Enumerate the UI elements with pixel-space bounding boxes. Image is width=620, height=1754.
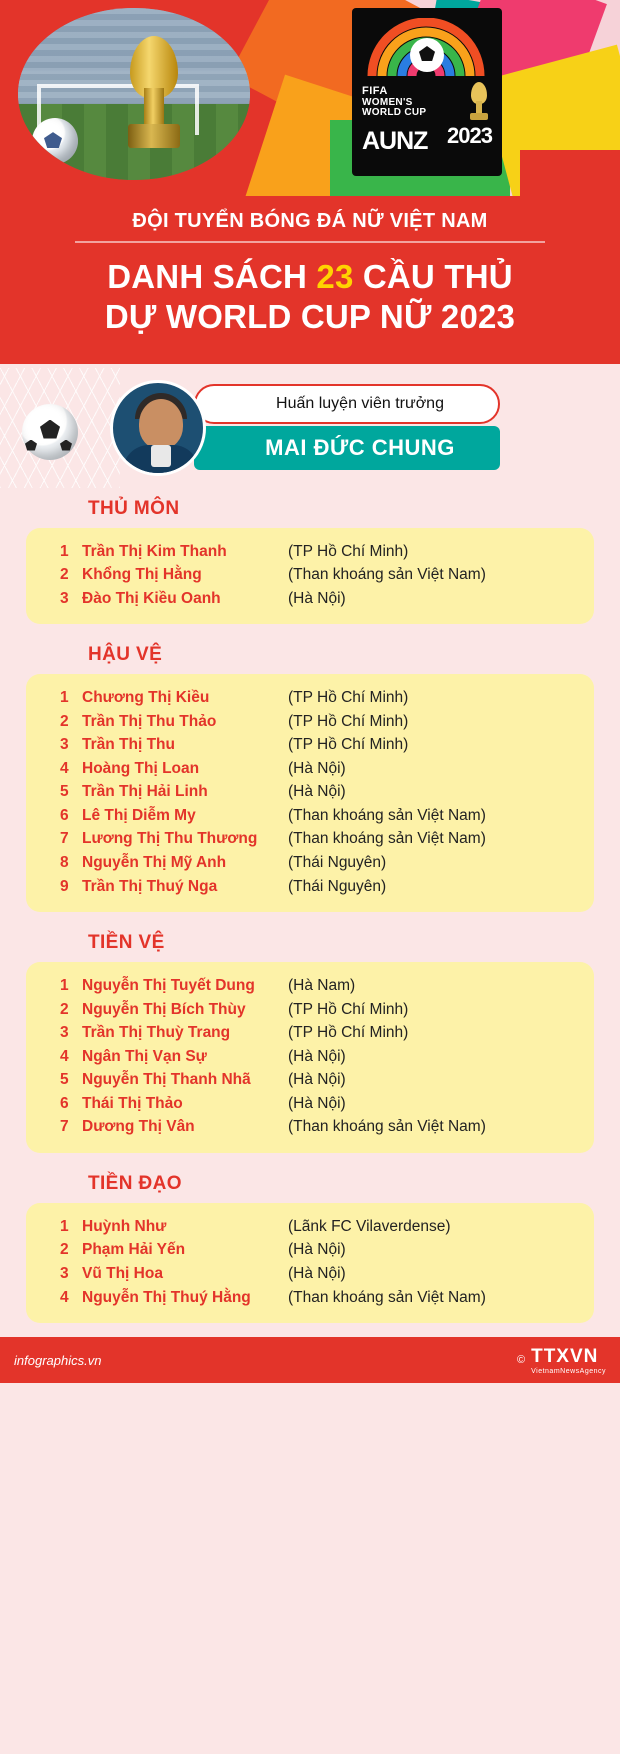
- player-club: (Hà Nội): [288, 783, 346, 801]
- fifa-host-label: AUNZ: [362, 127, 428, 155]
- hero-banner: [0, 0, 620, 196]
- player-club: (TP Hồ Chí Minh): [288, 1000, 409, 1018]
- player-number: 1: [60, 1217, 69, 1235]
- player-name: Nguyễn Thị Thuý Hằng: [82, 1288, 251, 1306]
- player-number: 2: [60, 712, 69, 730]
- player-name: Khổng Thị Hằng: [82, 566, 202, 584]
- player-number: 5: [60, 1071, 69, 1089]
- player-number: 7: [60, 1118, 69, 1136]
- hero-shape-red: [520, 150, 620, 196]
- list-item: [60, 587, 578, 611]
- player-number: 6: [60, 806, 69, 824]
- list-item: [60, 710, 578, 734]
- list-item: [60, 1262, 578, 1286]
- fifa-world-cup-logo: [352, 8, 502, 176]
- player-name: Nguyễn Thị Mỹ Anh: [82, 853, 227, 871]
- player-club: (Hà Nội): [288, 759, 346, 777]
- list-item: [60, 540, 578, 564]
- player-name: Ngân Thị Vạn Sự: [82, 1047, 207, 1065]
- player-name: Chương Thị Kiều: [82, 689, 210, 707]
- player-number: 1: [60, 689, 69, 707]
- player-name: Hoàng Thị Loan: [82, 759, 200, 777]
- player-club: (TP Hồ Chí Minh): [288, 736, 409, 754]
- player-name: Trần Thị Thu Thảo: [82, 712, 217, 730]
- fifa-year-label: 2023: [447, 123, 492, 148]
- page-subtitle: ĐỘI TUYỂN BÓNG ĐÁ NỮ VIỆT NAM: [132, 210, 488, 232]
- player-number: 4: [60, 1047, 69, 1065]
- coach-section: [0, 368, 620, 488]
- player-club: (Than khoáng sản Việt Nam): [288, 1288, 486, 1306]
- list-item: [60, 1021, 578, 1045]
- footer-bar: [0, 1337, 620, 1383]
- section-forwards: [26, 1163, 594, 1323]
- player-number: 3: [60, 1264, 69, 1282]
- player-list: [26, 674, 594, 912]
- player-club: (Hà Nam): [288, 977, 356, 995]
- soccer-ball-icon: [32, 118, 78, 164]
- player-number: 8: [60, 853, 69, 871]
- list-item: [60, 1286, 578, 1310]
- list-item: [60, 1045, 578, 1069]
- list-item: [60, 974, 578, 998]
- player-club: (Than khoáng sản Việt Nam): [288, 1118, 486, 1136]
- player-name: Dương Thị Vân: [82, 1118, 195, 1136]
- title-line2: DỰ WORLD CUP NỮ 2023: [104, 298, 516, 336]
- page-title: [0, 257, 620, 338]
- list-item: [60, 851, 578, 875]
- player-club: (Hà Nội): [288, 1264, 346, 1282]
- player-club: (Than khoáng sản Việt Nam): [288, 566, 486, 584]
- list-item: [60, 733, 578, 757]
- copyright-symbol: ©: [516, 1354, 526, 1367]
- roster-content: [0, 488, 620, 1324]
- coach-name-label: MAI ĐỨC CHUNG: [194, 426, 500, 470]
- agency-logo-label: [531, 1346, 606, 1375]
- list-item: [60, 1092, 578, 1116]
- title-line1-post: CẦU THỦ: [353, 258, 513, 295]
- list-item: [60, 757, 578, 781]
- player-list: [26, 1203, 594, 1323]
- player-club: (Than khoáng sản Việt Nam): [288, 830, 486, 848]
- list-item: [60, 1215, 578, 1239]
- player-number: 2: [60, 1241, 69, 1259]
- player-number: 2: [60, 1000, 69, 1018]
- list-item: [60, 1238, 578, 1262]
- player-number: 5: [60, 783, 69, 801]
- list-item: [60, 804, 578, 828]
- footer-agency: [517, 1346, 606, 1375]
- player-club: (Thái Nguyên): [288, 877, 387, 895]
- coach-card: [110, 380, 500, 476]
- player-club: (Hà Nội): [288, 1094, 346, 1112]
- coach-role-label: Huấn luyện viên trưởng: [194, 384, 500, 424]
- fifa-logo-line1: FIFA: [362, 85, 388, 97]
- player-name: Trần Thị Thuỳ Trang: [82, 1024, 231, 1042]
- player-club: (Than khoáng sản Việt Nam): [288, 806, 486, 824]
- section-goalkeepers: [26, 488, 594, 625]
- list-item: [60, 875, 578, 899]
- player-name: Nguyễn Thị Thanh Nhã: [82, 1071, 251, 1089]
- player-name: Trần Thị Kim Thanh: [82, 542, 227, 560]
- player-name: Trần Thị Thu: [82, 736, 175, 754]
- player-name: Trần Thị Thuý Nga: [82, 877, 218, 895]
- player-name: Vũ Thị Hoa: [82, 1264, 163, 1282]
- player-number: 3: [60, 1024, 69, 1042]
- stadium-trophy-photo: [18, 8, 250, 180]
- section-heading: TIỀN VỆ: [88, 932, 165, 954]
- list-item: [60, 563, 578, 587]
- player-name: Lê Thị Diễm My: [82, 806, 196, 824]
- list-item: [60, 686, 578, 710]
- fifa-logo-line2: WOMEN'S: [362, 96, 413, 108]
- agency-subtitle: VietnamNewsAgency: [531, 1367, 606, 1375]
- title-line1-pre: DANH SÁCH: [107, 258, 317, 295]
- player-club: (Thái Nguyên): [288, 853, 387, 871]
- fifa-trophy-icon: [468, 82, 490, 126]
- player-name: Lương Thị Thu Thương: [82, 830, 258, 848]
- list-item: [60, 998, 578, 1022]
- player-name: Phạm Hải Yến: [82, 1241, 186, 1259]
- section-midfielders: [26, 922, 594, 1153]
- footer-site-label: infographics.vn: [14, 1352, 102, 1368]
- trophy-icon: [122, 36, 186, 156]
- player-name: Trần Thị Hải Linh: [82, 783, 208, 801]
- section-defenders: [26, 634, 594, 912]
- player-list: [26, 962, 594, 1153]
- player-name: Huỳnh Như: [82, 1217, 167, 1235]
- player-number: 1: [60, 542, 69, 560]
- player-club: (Lãnk FC Vilaverdense): [288, 1217, 451, 1235]
- list-item: [60, 1115, 578, 1139]
- player-number: 1: [60, 977, 69, 995]
- player-club: (Hà Nội): [288, 1241, 346, 1259]
- player-number: 2: [60, 566, 69, 584]
- section-heading: TIỀN ĐẠO: [88, 1172, 182, 1194]
- player-club: (Hà Nội): [288, 1047, 346, 1065]
- title-player-count: 23: [316, 258, 354, 295]
- section-heading: HẬU VỆ: [88, 644, 163, 666]
- title-divider: [75, 241, 545, 243]
- fifa-ball-icon: [410, 38, 444, 72]
- list-item: [60, 1068, 578, 1092]
- coach-avatar: [110, 380, 206, 476]
- fifa-logo-line3: WORLD CUP: [362, 107, 427, 119]
- player-number: 4: [60, 1288, 69, 1306]
- player-number: 4: [60, 759, 69, 777]
- player-club: (Hà Nội): [288, 1071, 346, 1089]
- player-club: (TP Hồ Chí Minh): [288, 712, 409, 730]
- player-club: (Hà Nội): [288, 589, 346, 607]
- player-number: 7: [60, 830, 69, 848]
- player-name: Đào Thị Kiều Oanh: [82, 589, 221, 607]
- player-list: [26, 528, 594, 625]
- player-club: (TP Hồ Chí Minh): [288, 689, 409, 707]
- player-number: 6: [60, 1094, 69, 1112]
- player-name: Thái Thị Thảo: [82, 1094, 183, 1112]
- list-item: [60, 780, 578, 804]
- player-club: (TP Hồ Chí Minh): [288, 542, 409, 560]
- player-name: Nguyễn Thị Tuyết Dung: [82, 977, 255, 995]
- section-heading: THỦ MÔN: [88, 497, 180, 519]
- player-number: 3: [60, 589, 69, 607]
- player-number: 9: [60, 877, 69, 895]
- soccer-ball-decoration-icon: [22, 404, 78, 460]
- player-club: (TP Hồ Chí Minh): [288, 1024, 409, 1042]
- agency-name: TTXVN: [531, 1345, 599, 1367]
- title-block: [0, 196, 620, 364]
- list-item: [60, 827, 578, 851]
- player-number: 3: [60, 736, 69, 754]
- player-name: Nguyễn Thị Bích Thùy: [82, 1000, 246, 1018]
